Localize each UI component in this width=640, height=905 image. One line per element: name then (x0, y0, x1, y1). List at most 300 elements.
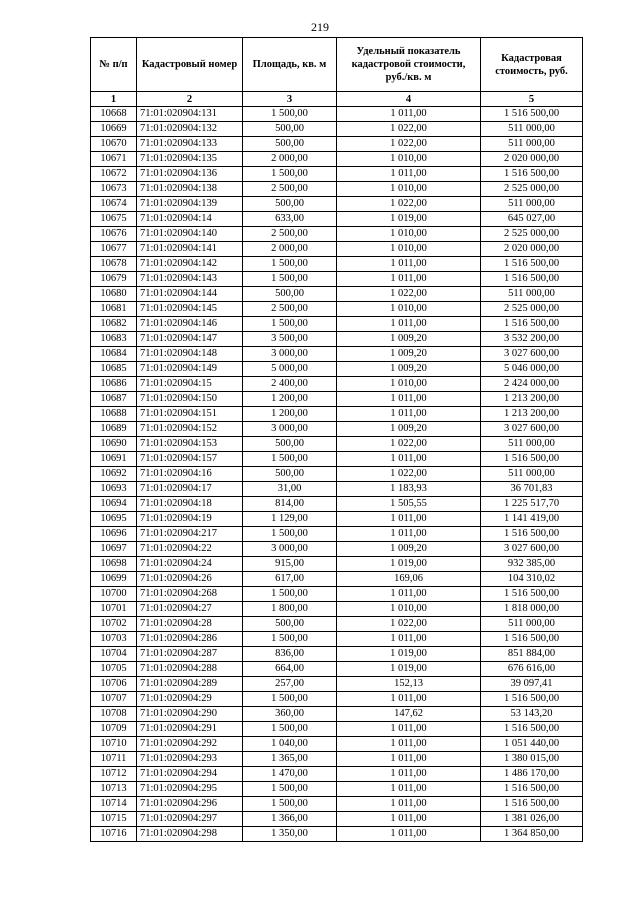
cadastral-number: 71:01:020904:297 (137, 812, 243, 827)
column-index: 2 (137, 92, 243, 107)
cadastral-number: 71:01:020904:17 (137, 482, 243, 497)
area: 5 000,00 (243, 362, 337, 377)
area: 2 400,00 (243, 377, 337, 392)
cadastral-value: 1 516 500,00 (481, 527, 583, 542)
cadastral-value: 1 516 500,00 (481, 452, 583, 467)
cadastral-value-table (90, 37, 583, 842)
specific-value: 1 009,20 (337, 542, 481, 557)
cadastral-number: 71:01:020904:136 (137, 167, 243, 182)
area: 1 365,00 (243, 752, 337, 767)
cadastral-value: 2 525 000,00 (481, 302, 583, 317)
cadastral-value: 1 516 500,00 (481, 632, 583, 647)
row-number: 10702 (91, 617, 137, 632)
row-number: 10695 (91, 512, 137, 527)
cadastral-value: 2 525 000,00 (481, 182, 583, 197)
area: 915,00 (243, 557, 337, 572)
cadastral-value: 2 525 000,00 (481, 227, 583, 242)
cadastral-number: 71:01:020904:148 (137, 347, 243, 362)
row-number: 10689 (91, 422, 137, 437)
table-row (91, 527, 583, 542)
cadastral-number: 71:01:020904:147 (137, 332, 243, 347)
cadastral-value: 511 000,00 (481, 122, 583, 137)
area: 3 000,00 (243, 542, 337, 557)
row-number: 10696 (91, 527, 137, 542)
cadastral-number: 71:01:020904:16 (137, 467, 243, 482)
cadastral-number: 71:01:020904:26 (137, 572, 243, 587)
cadastral-value: 511 000,00 (481, 197, 583, 212)
cadastral-value: 3 027 600,00 (481, 542, 583, 557)
row-number: 10705 (91, 662, 137, 677)
row-number: 10706 (91, 677, 137, 692)
row-number: 10669 (91, 122, 137, 137)
cadastral-number: 71:01:020904:298 (137, 827, 243, 842)
area: 1 129,00 (243, 512, 337, 527)
row-number: 10703 (91, 632, 137, 647)
row-number: 10693 (91, 482, 137, 497)
cadastral-value: 511 000,00 (481, 617, 583, 632)
cadastral-number: 71:01:020904:131 (137, 107, 243, 122)
specific-value: 1 010,00 (337, 302, 481, 317)
table-row (91, 332, 583, 347)
table-row (91, 152, 583, 167)
area: 1 500,00 (243, 692, 337, 707)
area: 1 500,00 (243, 587, 337, 602)
cadastral-number: 71:01:020904:217 (137, 527, 243, 542)
table-row (91, 482, 583, 497)
cadastral-number: 71:01:020904:143 (137, 272, 243, 287)
row-number: 10668 (91, 107, 137, 122)
area: 2 500,00 (243, 227, 337, 242)
header-cadastral-value: Кадастровая стоимость, руб. (481, 38, 583, 92)
cadastral-value: 1 141 419,00 (481, 512, 583, 527)
cadastral-value: 1 516 500,00 (481, 257, 583, 272)
row-number: 10704 (91, 647, 137, 662)
area: 1 500,00 (243, 167, 337, 182)
cadastral-number: 71:01:020904:27 (137, 602, 243, 617)
cadastral-value: 1 225 517,70 (481, 497, 583, 512)
table-row (91, 467, 583, 482)
specific-value: 1 011,00 (337, 392, 481, 407)
cadastral-value: 1 051 440,00 (481, 737, 583, 752)
cadastral-number: 71:01:020904:144 (137, 287, 243, 302)
cadastral-value: 104 310,02 (481, 572, 583, 587)
area: 1 200,00 (243, 392, 337, 407)
column-index: 3 (243, 92, 337, 107)
table-row (91, 242, 583, 257)
cadastral-number: 71:01:020904:296 (137, 797, 243, 812)
area: 2 500,00 (243, 302, 337, 317)
cadastral-value: 511 000,00 (481, 287, 583, 302)
table-row (91, 392, 583, 407)
area: 1 200,00 (243, 407, 337, 422)
table-row (91, 647, 583, 662)
area: 500,00 (243, 197, 337, 212)
area: 1 500,00 (243, 782, 337, 797)
specific-value: 1 183,93 (337, 482, 481, 497)
cadastral-value: 36 701,83 (481, 482, 583, 497)
cadastral-number: 71:01:020904:141 (137, 242, 243, 257)
area: 500,00 (243, 437, 337, 452)
area: 1 800,00 (243, 602, 337, 617)
cadastral-number: 71:01:020904:152 (137, 422, 243, 437)
row-number: 10688 (91, 407, 137, 422)
area: 1 366,00 (243, 812, 337, 827)
table-row (91, 212, 583, 227)
row-number: 10709 (91, 722, 137, 737)
header-specific-value: Удельный показатель кадастровой стоимости, руб./кв. м (337, 38, 481, 92)
specific-value: 1 022,00 (337, 287, 481, 302)
table-row (91, 707, 583, 722)
specific-value: 1 009,20 (337, 347, 481, 362)
table-row (91, 677, 583, 692)
table-row (91, 617, 583, 632)
row-number: 10692 (91, 467, 137, 482)
cadastral-value: 1 486 170,00 (481, 767, 583, 782)
specific-value: 1 011,00 (337, 317, 481, 332)
area: 1 350,00 (243, 827, 337, 842)
area: 1 500,00 (243, 272, 337, 287)
cadastral-number: 71:01:020904:287 (137, 647, 243, 662)
specific-value: 1 010,00 (337, 227, 481, 242)
cadastral-number: 71:01:020904:140 (137, 227, 243, 242)
table-row (91, 272, 583, 287)
table-row (91, 752, 583, 767)
table-row (91, 377, 583, 392)
specific-value: 1 011,00 (337, 107, 481, 122)
cadastral-number: 71:01:020904:135 (137, 152, 243, 167)
cadastral-value: 1 381 026,00 (481, 812, 583, 827)
cadastral-value: 1 516 500,00 (481, 722, 583, 737)
table-row (91, 662, 583, 677)
header-number: № п/п (91, 38, 137, 92)
cadastral-value: 1 818 000,00 (481, 602, 583, 617)
table-row (91, 497, 583, 512)
specific-value: 1 011,00 (337, 722, 481, 737)
cadastral-number: 71:01:020904:294 (137, 767, 243, 782)
cadastral-value: 1 213 200,00 (481, 392, 583, 407)
area: 3 500,00 (243, 332, 337, 347)
cadastral-value: 1 516 500,00 (481, 272, 583, 287)
table-row (91, 512, 583, 527)
area: 1 500,00 (243, 632, 337, 647)
specific-value: 1 011,00 (337, 767, 481, 782)
cadastral-value: 1 516 500,00 (481, 782, 583, 797)
cadastral-value: 1 380 015,00 (481, 752, 583, 767)
table-row (91, 197, 583, 212)
row-number: 10698 (91, 557, 137, 572)
row-number: 10681 (91, 302, 137, 317)
specific-value: 1 022,00 (337, 467, 481, 482)
row-number: 10682 (91, 317, 137, 332)
cadastral-value: 1 516 500,00 (481, 797, 583, 812)
cadastral-value: 676 616,00 (481, 662, 583, 677)
specific-value: 1 011,00 (337, 827, 481, 842)
table-row (91, 632, 583, 647)
cadastral-number: 71:01:020904:28 (137, 617, 243, 632)
area: 3 000,00 (243, 422, 337, 437)
header-row (91, 38, 583, 92)
cadastral-value: 645 027,00 (481, 212, 583, 227)
table-row (91, 122, 583, 137)
area: 1 500,00 (243, 107, 337, 122)
table-row (91, 812, 583, 827)
row-number: 10711 (91, 752, 137, 767)
specific-value: 1 011,00 (337, 782, 481, 797)
specific-value: 1 011,00 (337, 752, 481, 767)
specific-value: 1 010,00 (337, 602, 481, 617)
table-row (91, 287, 583, 302)
specific-value: 1 010,00 (337, 242, 481, 257)
specific-value: 1 011,00 (337, 587, 481, 602)
row-number: 10697 (91, 542, 137, 557)
area: 2 000,00 (243, 152, 337, 167)
cadastral-number: 71:01:020904:133 (137, 137, 243, 152)
table-row (91, 797, 583, 812)
cadastral-value: 2 424 000,00 (481, 377, 583, 392)
cadastral-number: 71:01:020904:139 (137, 197, 243, 212)
table-body (91, 107, 583, 842)
specific-value: 1 022,00 (337, 122, 481, 137)
specific-value: 1 505,55 (337, 497, 481, 512)
specific-value: 1 019,00 (337, 647, 481, 662)
cadastral-value: 511 000,00 (481, 437, 583, 452)
table-row (91, 557, 583, 572)
cadastral-number: 71:01:020904:142 (137, 257, 243, 272)
area: 500,00 (243, 287, 337, 302)
row-number: 10708 (91, 707, 137, 722)
cadastral-value: 2 020 000,00 (481, 152, 583, 167)
cadastral-value: 53 143,20 (481, 707, 583, 722)
table-row (91, 587, 583, 602)
cadastral-number: 71:01:020904:153 (137, 437, 243, 452)
cadastral-number: 71:01:020904:29 (137, 692, 243, 707)
cadastral-number: 71:01:020904:132 (137, 122, 243, 137)
specific-value: 1 011,00 (337, 527, 481, 542)
table-row (91, 722, 583, 737)
cadastral-number: 71:01:020904:149 (137, 362, 243, 377)
cadastral-value: 39 097,41 (481, 677, 583, 692)
table-row (91, 452, 583, 467)
area: 360,00 (243, 707, 337, 722)
row-number: 10670 (91, 137, 137, 152)
table-row (91, 302, 583, 317)
area: 3 000,00 (243, 347, 337, 362)
header-area: Площадь, кв. м (243, 38, 337, 92)
table-row (91, 257, 583, 272)
cadastral-value: 511 000,00 (481, 137, 583, 152)
row-number: 10674 (91, 197, 137, 212)
specific-value: 1 009,20 (337, 422, 481, 437)
table-row (91, 137, 583, 152)
table-row (91, 347, 583, 362)
cadastral-number: 71:01:020904:293 (137, 752, 243, 767)
row-number: 10701 (91, 602, 137, 617)
cadastral-number: 71:01:020904:268 (137, 587, 243, 602)
specific-value: 1 011,00 (337, 167, 481, 182)
specific-value: 1 011,00 (337, 407, 481, 422)
area: 836,00 (243, 647, 337, 662)
row-number: 10712 (91, 767, 137, 782)
row-number: 10699 (91, 572, 137, 587)
row-number: 10707 (91, 692, 137, 707)
area: 1 500,00 (243, 452, 337, 467)
specific-value: 1 011,00 (337, 797, 481, 812)
row-number: 10677 (91, 242, 137, 257)
specific-value: 1 009,20 (337, 362, 481, 377)
specific-value: 1 019,00 (337, 662, 481, 677)
specific-value: 1 022,00 (337, 437, 481, 452)
area: 617,00 (243, 572, 337, 587)
cadastral-value: 1 364 850,00 (481, 827, 583, 842)
row-number: 10714 (91, 797, 137, 812)
table-row (91, 572, 583, 587)
specific-value: 1 010,00 (337, 377, 481, 392)
table-row (91, 182, 583, 197)
area: 1 470,00 (243, 767, 337, 782)
cadastral-number: 71:01:020904:22 (137, 542, 243, 557)
row-number: 10684 (91, 347, 137, 362)
area: 500,00 (243, 467, 337, 482)
specific-value: 1 011,00 (337, 512, 481, 527)
specific-value: 169,06 (337, 572, 481, 587)
specific-value: 1 011,00 (337, 272, 481, 287)
cadastral-value: 3 027 600,00 (481, 422, 583, 437)
cadastral-number: 71:01:020904:289 (137, 677, 243, 692)
cadastral-value: 1 516 500,00 (481, 167, 583, 182)
specific-value: 1 009,20 (337, 332, 481, 347)
column-index: 4 (337, 92, 481, 107)
cadastral-number: 71:01:020904:286 (137, 632, 243, 647)
area: 500,00 (243, 122, 337, 137)
column-index: 1 (91, 92, 137, 107)
specific-value: 1 011,00 (337, 257, 481, 272)
table-row (91, 422, 583, 437)
row-number: 10690 (91, 437, 137, 452)
area: 2 500,00 (243, 182, 337, 197)
cadastral-number: 71:01:020904:138 (137, 182, 243, 197)
specific-value: 1 011,00 (337, 692, 481, 707)
specific-value: 1 022,00 (337, 617, 481, 632)
table-row (91, 362, 583, 377)
specific-value: 1 011,00 (337, 452, 481, 467)
area: 500,00 (243, 137, 337, 152)
cadastral-number: 71:01:020904:151 (137, 407, 243, 422)
specific-value: 147,62 (337, 707, 481, 722)
area: 31,00 (243, 482, 337, 497)
cadastral-number: 71:01:020904:157 (137, 452, 243, 467)
table-row (91, 407, 583, 422)
table-row (91, 437, 583, 452)
table-row (91, 827, 583, 842)
cadastral-value: 932 385,00 (481, 557, 583, 572)
area: 2 000,00 (243, 242, 337, 257)
column-index-row (91, 92, 583, 107)
row-number: 10685 (91, 362, 137, 377)
row-number: 10678 (91, 257, 137, 272)
column-index: 5 (481, 92, 583, 107)
area: 1 500,00 (243, 722, 337, 737)
table-row (91, 542, 583, 557)
cadastral-value: 5 046 000,00 (481, 362, 583, 377)
row-number: 10687 (91, 392, 137, 407)
area: 257,00 (243, 677, 337, 692)
cadastral-number: 71:01:020904:150 (137, 392, 243, 407)
specific-value: 1 011,00 (337, 812, 481, 827)
table-row (91, 782, 583, 797)
specific-value: 1 010,00 (337, 152, 481, 167)
row-number: 10710 (91, 737, 137, 752)
table-row (91, 107, 583, 122)
area: 1 040,00 (243, 737, 337, 752)
cadastral-value: 2 020 000,00 (481, 242, 583, 257)
cadastral-number: 71:01:020904:145 (137, 302, 243, 317)
table-row (91, 227, 583, 242)
specific-value: 1 022,00 (337, 137, 481, 152)
cadastral-number: 71:01:020904:19 (137, 512, 243, 527)
area: 500,00 (243, 617, 337, 632)
cadastral-number: 71:01:020904:24 (137, 557, 243, 572)
specific-value: 1 011,00 (337, 632, 481, 647)
area: 1 500,00 (243, 317, 337, 332)
row-number: 10716 (91, 827, 137, 842)
cadastral-number: 71:01:020904:18 (137, 497, 243, 512)
cadastral-number: 71:01:020904:295 (137, 782, 243, 797)
row-number: 10671 (91, 152, 137, 167)
header-cadastral-number: Кадастровый номер (137, 38, 243, 92)
cadastral-value: 1 516 500,00 (481, 692, 583, 707)
row-number: 10680 (91, 287, 137, 302)
cadastral-value: 3 027 600,00 (481, 347, 583, 362)
specific-value: 1 022,00 (337, 197, 481, 212)
table-row (91, 317, 583, 332)
specific-value: 1 011,00 (337, 737, 481, 752)
cadastral-value: 851 884,00 (481, 647, 583, 662)
area: 1 500,00 (243, 257, 337, 272)
cadastral-number: 71:01:020904:292 (137, 737, 243, 752)
cadastral-value: 1 516 500,00 (481, 317, 583, 332)
row-number: 10691 (91, 452, 137, 467)
row-number: 10713 (91, 782, 137, 797)
specific-value: 1 019,00 (337, 557, 481, 572)
page-number: 219 (311, 20, 329, 34)
cadastral-value: 511 000,00 (481, 467, 583, 482)
row-number: 10675 (91, 212, 137, 227)
area: 1 500,00 (243, 527, 337, 542)
area: 1 500,00 (243, 797, 337, 812)
specific-value: 152,13 (337, 677, 481, 692)
row-number: 10715 (91, 812, 137, 827)
cadastral-number: 71:01:020904:15 (137, 377, 243, 392)
table-row (91, 167, 583, 182)
area: 814,00 (243, 497, 337, 512)
row-number: 10672 (91, 167, 137, 182)
cadastral-number: 71:01:020904:288 (137, 662, 243, 677)
table-row (91, 692, 583, 707)
cadastral-value: 1 213 200,00 (481, 407, 583, 422)
table-row (91, 602, 583, 617)
row-number: 10676 (91, 227, 137, 242)
row-number: 10686 (91, 377, 137, 392)
area: 633,00 (243, 212, 337, 227)
row-number: 10673 (91, 182, 137, 197)
area: 664,00 (243, 662, 337, 677)
row-number: 10694 (91, 497, 137, 512)
cadastral-number: 71:01:020904:14 (137, 212, 243, 227)
specific-value: 1 010,00 (337, 182, 481, 197)
cadastral-value: 3 532 200,00 (481, 332, 583, 347)
cadastral-value: 1 516 500,00 (481, 587, 583, 602)
table-row (91, 767, 583, 782)
